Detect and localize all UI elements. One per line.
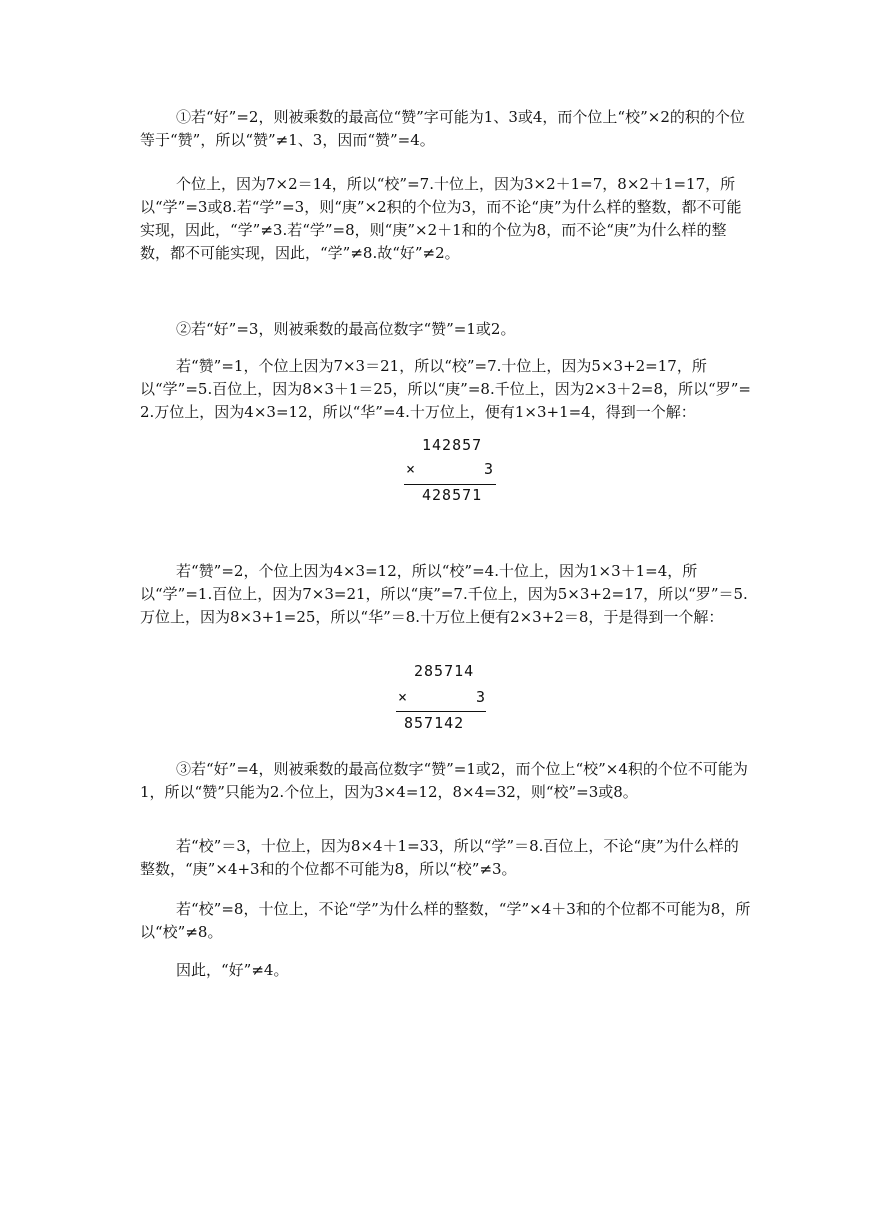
multiplication-1 (404, 436, 500, 506)
product-rule-1 (404, 484, 496, 485)
multiplicand-2: 285714 (414, 662, 475, 680)
product-2: 857142 (404, 714, 465, 732)
multiplier-2: 3 (476, 688, 486, 706)
multiply-sign-2: × (398, 688, 408, 706)
paragraph-case-3-intro: ③若“好”=4，则被乘数的最高位数字“赞”=1或2，而个位上“校”×4积的个位不可能为1，所以“赞”只能为2.个位上，因为3×4=12，8×4=32，则“校”=3或8。 (140, 760, 748, 801)
paragraph-case-3-xiao-3: 若“校”＝3，十位上，因为8×4＋1=33，所以“学”＝8.百位上，不论“庚”为什么样的整数，“庚”×4+3和的个位都不可能为8，所以“校”≠3。 (140, 837, 739, 878)
product-rule-2 (396, 711, 486, 712)
paragraph-case-2-zan-1: 若“赞”=1，个位上因为7×3＝21，所以“校”=7.十位上，因为5×3+2=17，所以“学”=5.百位上，因为8×3＋1＝25，所以“庚”=8.千位上，因为2×3＋2=8，所以“罗”=2.万位上，因为4×3=12，所以“华”=4.十万位上，便有1×3+1=4，得到一个解： (140, 357, 751, 421)
paragraph-case-3-conclusion: 因此，“好”≠4。 (176, 961, 289, 979)
multiplicand-1: 142857 (422, 436, 483, 454)
paragraph-case-2-intro: ②若“好”=3，则被乘数的最高位数字“赞”=1或2。 (176, 320, 516, 338)
paragraph-case-1-analysis: 个位上，因为7×2＝14，所以“校”=7.十位上，因为3×2＋1=7，8×2＋1=17，所以“学”=3或8.若“学”=3，则“庚”×2积的个位为3，而不论“庚”为什么样的整数，都不可能实现，因此，“学”≠3.若“学”=8，则“庚”×2＋1和的个位为8，而不论“庚”为什么样的整数，都不可能实现，因此，“学”≠8.故“好”≠2。 (140, 175, 742, 262)
paragraph-case-1-intro: ①若“好”=2，则被乘数的最高位“赞”字可能为1、3或4，而个位上“校”×2的积的个位等于“赞”，所以“赞”≠1、3，因而“赞”=4。 (140, 108, 745, 149)
product-1: 428571 (422, 486, 483, 504)
multiply-sign-1: × (406, 460, 416, 478)
multiplication-2 (396, 662, 492, 732)
multiplier-1: 3 (484, 460, 494, 478)
paragraph-case-3-xiao-8: 若“校”=8，十位上，不论“学”为什么样的整数，“学”×4＋3和的个位都不可能为8，所以“校”≠8。 (140, 900, 751, 941)
paragraph-case-2-zan-2: 若“赞”=2，个位上因为4×3=12，所以“校”=4.十位上，因为1×3＋1=4，所以“学”=1.百位上，因为7×3=21，所以“庚”=7.千位上，因为5×3+2=17，所以“罗”＝5.万位上，因为8×3+1=25，所以“华”＝8.十万位上便有2×3+2＝8，于是得到一个解： (140, 562, 748, 626)
